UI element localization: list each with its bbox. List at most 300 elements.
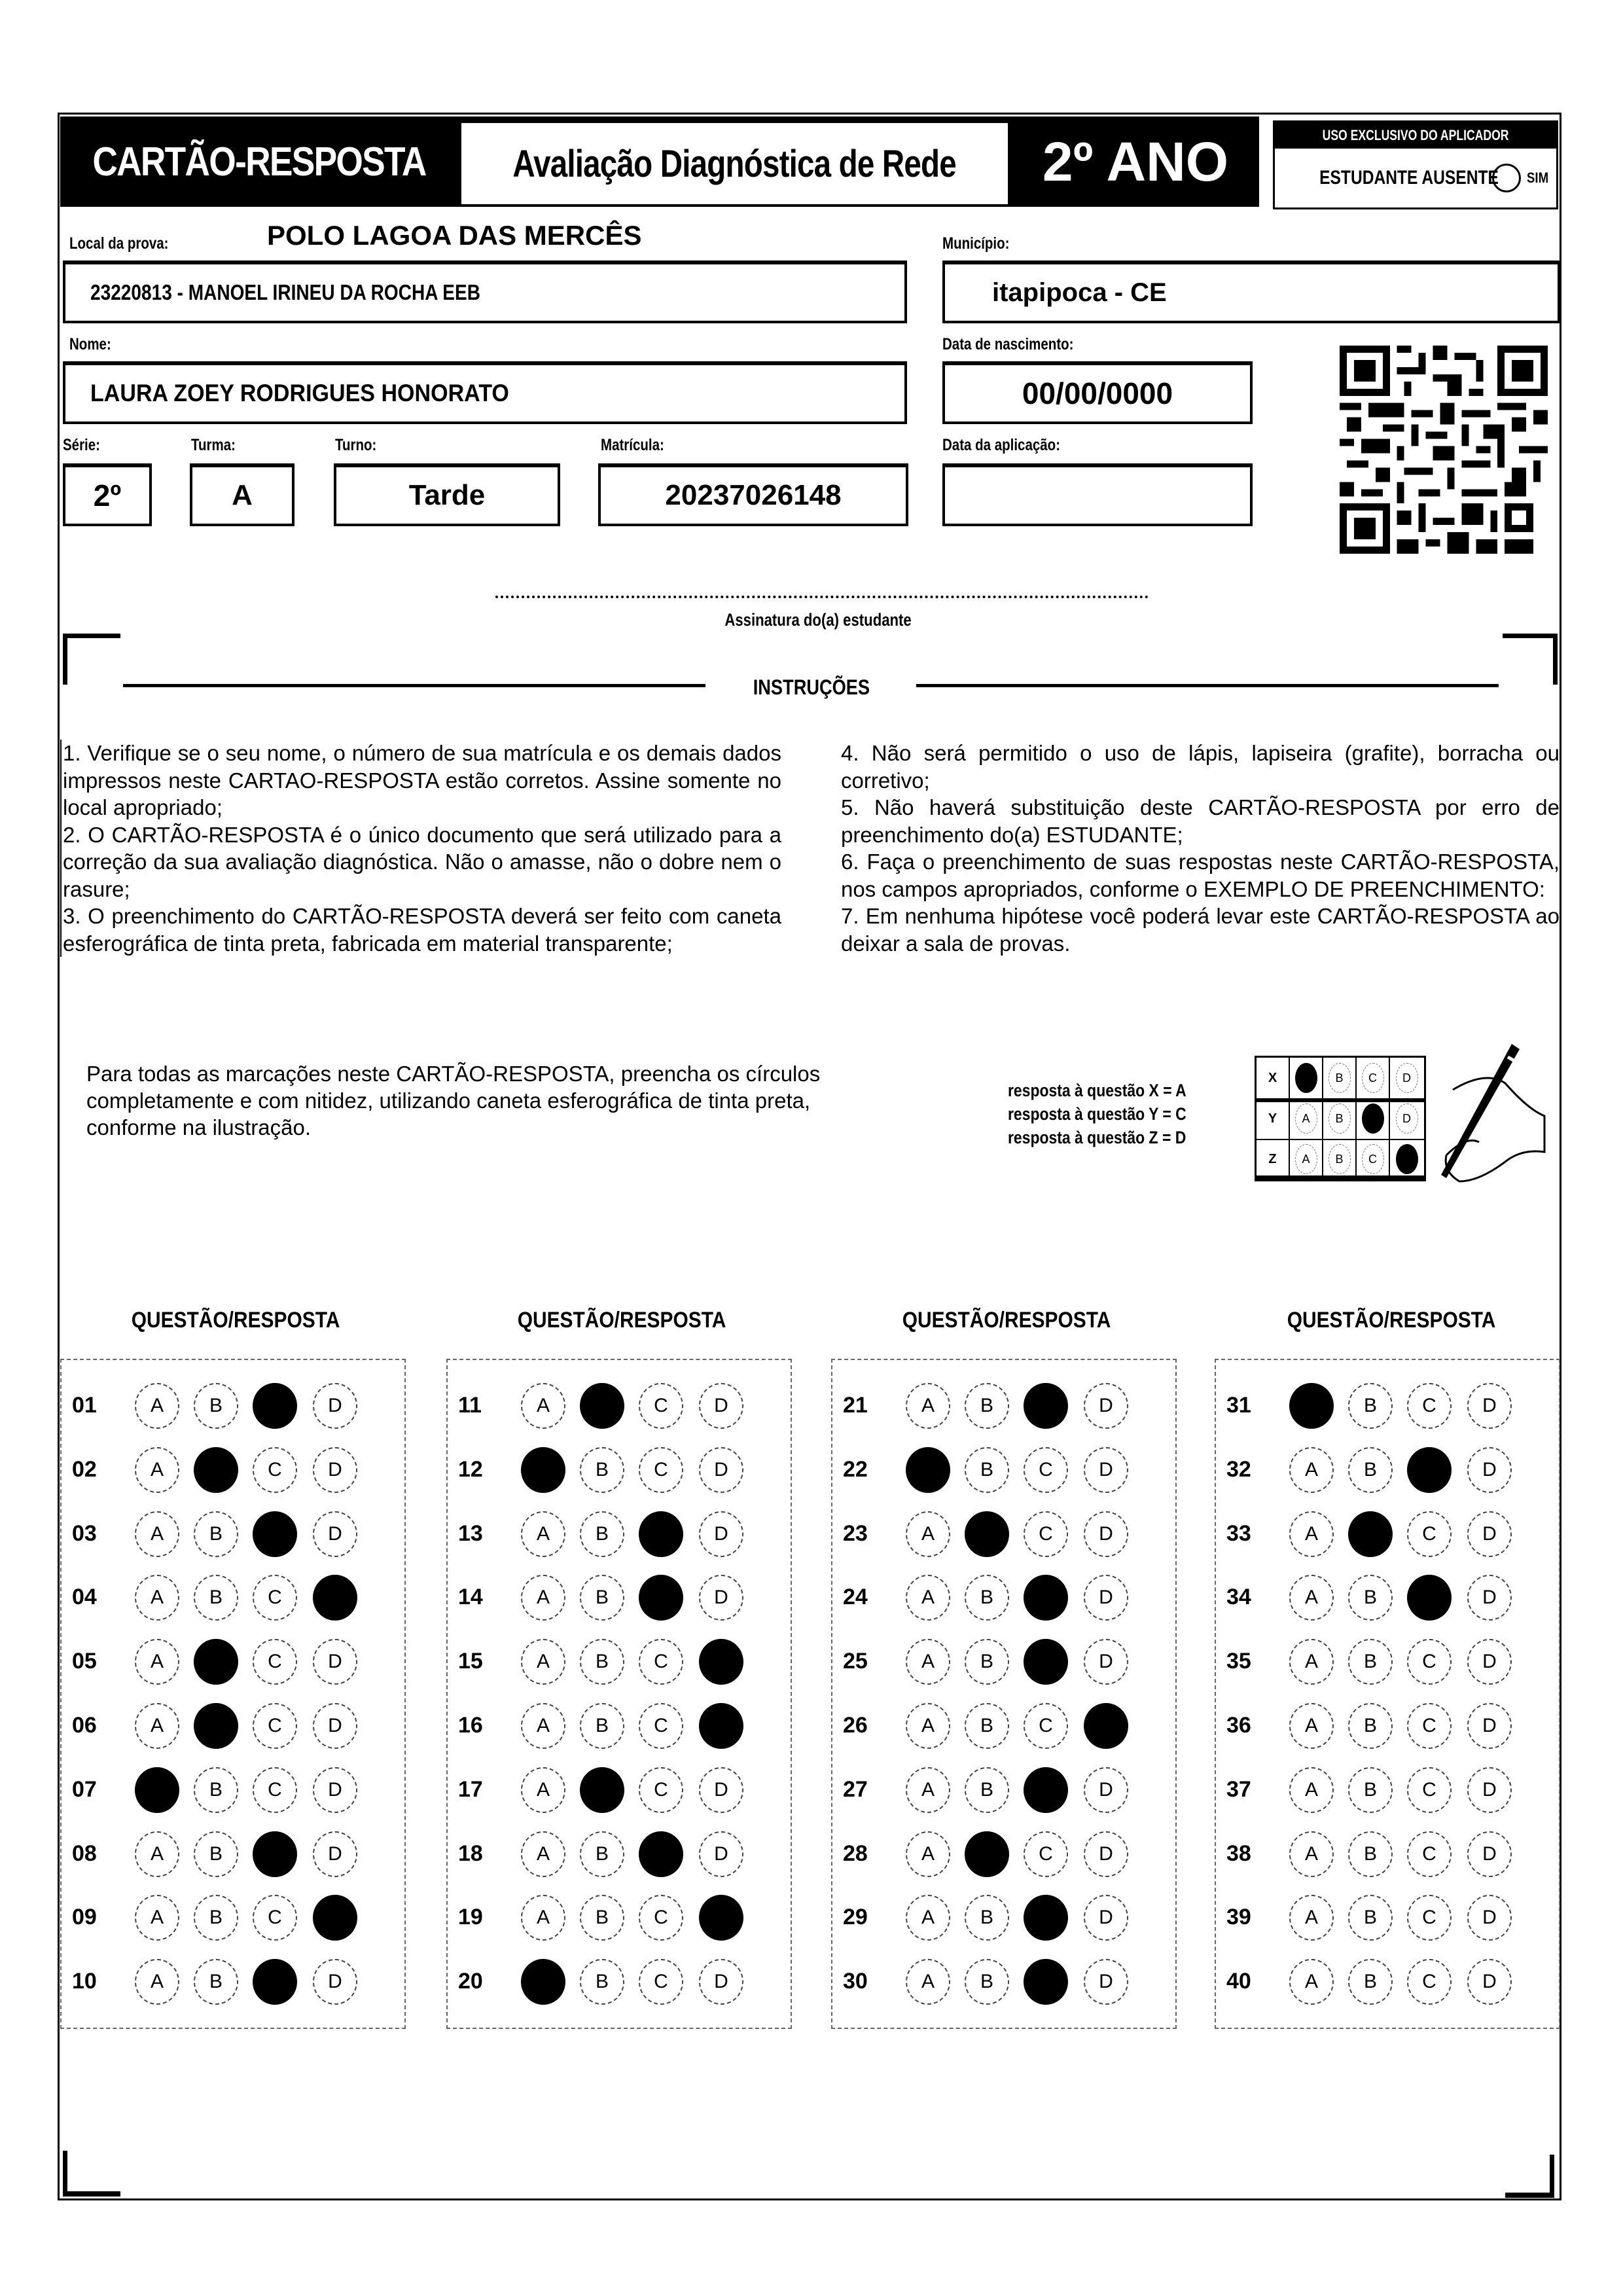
corner-mark-bottom-left: [63, 2191, 120, 2197]
question-row: [448, 1764, 791, 1816]
example-legend-line: resposta à questão Y = C: [1008, 1104, 1186, 1124]
answer-bubble-d[interactable]: D: [1467, 1895, 1512, 1941]
question-number: 13: [458, 1520, 483, 1546]
example-bubble-b: B: [1329, 1103, 1351, 1134]
answer-bubble-d[interactable]: D: [699, 1511, 743, 1557]
question-row: [448, 1444, 791, 1496]
answer-bubble-c[interactable]: [1024, 1383, 1068, 1429]
turma-field: [190, 463, 294, 526]
answer-bubble-b[interactable]: B: [965, 1959, 1009, 2005]
section-title: QUESTÃO/RESPOSTA: [131, 1308, 340, 1333]
answer-bubble-c[interactable]: C: [1407, 1703, 1452, 1749]
instructions-rule-right: [916, 684, 1499, 687]
answer-bubble-b[interactable]: B: [965, 1767, 1009, 1813]
example-legend-line: resposta à questão Z = D: [1008, 1128, 1186, 1147]
question-number: 24: [843, 1585, 868, 1610]
answer-bubble-b[interactable]: B: [580, 1895, 624, 1941]
answer-bubble-a[interactable]: A: [521, 1383, 565, 1429]
corner-mark-top-left-v: [63, 634, 67, 685]
answer-bubble-b[interactable]: B: [194, 1511, 238, 1557]
answer-bubble-b[interactable]: B: [194, 1383, 238, 1429]
answer-bubble-c[interactable]: [639, 1511, 683, 1557]
answer-bubble-c[interactable]: C: [639, 1703, 683, 1749]
answer-bubble-d[interactable]: D: [1467, 1447, 1512, 1493]
question-number: 01: [72, 1393, 97, 1418]
example-bubble-b: B: [1329, 1144, 1351, 1174]
answer-bubble-a[interactable]: A: [521, 1831, 565, 1877]
answer-bubble-a[interactable]: A: [906, 1575, 950, 1621]
section-title: QUESTÃO/RESPOSTA: [1287, 1308, 1496, 1333]
example-bubble-a: [1295, 1063, 1317, 1093]
answer-bubble-b[interactable]: B: [965, 1447, 1009, 1493]
turno-field: [334, 463, 560, 526]
answer-bubble-d[interactable]: D: [1467, 1639, 1512, 1685]
answer-panel: [1215, 1359, 1560, 2029]
answer-bubble-d[interactable]: [313, 1575, 357, 1621]
corner-mark-bottom-right-v: [1550, 2155, 1554, 2198]
question-row: [62, 1508, 404, 1560]
question-number: 09: [72, 1905, 97, 1930]
answer-bubble-c[interactable]: [253, 1959, 297, 2005]
answer-bubble-b[interactable]: B: [1348, 1447, 1393, 1493]
answer-bubble-c[interactable]: [253, 1831, 297, 1877]
turma-value: A: [232, 479, 253, 511]
answer-bubble-a[interactable]: A: [135, 1959, 179, 2005]
question-row: [1216, 1956, 1559, 2008]
question-number: 06: [72, 1713, 97, 1738]
question-row: [1216, 1828, 1559, 1880]
answer-bubble-c[interactable]: [639, 1831, 683, 1877]
question-number: 18: [458, 1840, 483, 1866]
signature-line[interactable]: [495, 596, 1149, 598]
answer-bubble-a[interactable]: A: [1289, 1767, 1334, 1813]
answer-bubble-b[interactable]: B: [965, 1383, 1009, 1429]
answer-bubble-a[interactable]: A: [521, 1575, 565, 1621]
answer-bubble-a[interactable]: A: [1289, 1959, 1334, 2005]
question-number: 30: [843, 1969, 868, 1994]
section-title: QUESTÃO/RESPOSTA: [517, 1308, 726, 1333]
answer-bubble-b[interactable]: B: [580, 1831, 624, 1877]
answer-bubble-d[interactable]: D: [1084, 1575, 1128, 1621]
answer-bubble-a[interactable]: A: [906, 1895, 950, 1941]
answer-bubble-c[interactable]: C: [253, 1895, 297, 1941]
municipio-value: itapipoca - CE: [992, 278, 1167, 307]
question-number: 28: [843, 1840, 868, 1866]
answer-bubble-d[interactable]: D: [1467, 1703, 1512, 1749]
answer-bubble-c[interactable]: [1024, 1895, 1068, 1941]
answer-bubble-d[interactable]: D: [1467, 1831, 1512, 1877]
answer-bubble-b[interactable]: B: [580, 1703, 624, 1749]
answer-bubble-c[interactable]: [253, 1511, 297, 1557]
answer-bubble-d[interactable]: D: [313, 1703, 357, 1749]
answer-bubble-b[interactable]: [580, 1767, 624, 1813]
signature-label: Assinatura do(a) estudante: [724, 610, 912, 630]
answer-bubble-a[interactable]: [135, 1767, 179, 1813]
answer-bubble-a[interactable]: A: [135, 1895, 179, 1941]
answer-bubble-c[interactable]: C: [639, 1959, 683, 2005]
answer-bubble-d[interactable]: D: [1084, 1639, 1128, 1685]
answer-bubble-c[interactable]: [1407, 1575, 1452, 1621]
answer-bubble-c[interactable]: [1024, 1767, 1068, 1813]
question-row: [1216, 1892, 1559, 1944]
instruction-item: 4. Não será permitido o uso de lápis, lapiseira (grafite), borracha ou corretivo;: [841, 741, 1560, 793]
absent-label: ESTUDANTE AUSENTE: [1319, 167, 1499, 188]
question-row: [62, 1764, 404, 1816]
example-bubble-c: C: [1362, 1063, 1384, 1093]
corner-mark-top-left: [63, 634, 120, 638]
section-title: QUESTÃO/RESPOSTA: [902, 1308, 1111, 1333]
answer-bubble-c[interactable]: [253, 1383, 297, 1429]
nascimento-label: Data de nascimento:: [942, 335, 1074, 353]
example-bubble-d: D: [1396, 1063, 1418, 1093]
question-row: [448, 1508, 791, 1560]
answer-bubble-d[interactable]: [699, 1639, 743, 1685]
answer-bubble-c[interactable]: C: [1024, 1447, 1068, 1493]
example-cell: [1323, 1098, 1357, 1139]
nascimento-field: [942, 361, 1253, 424]
answer-bubble-c[interactable]: C: [253, 1639, 297, 1685]
question-row: [832, 1828, 1175, 1880]
answer-bubble-a[interactable]: A: [906, 1767, 950, 1813]
example-bubble-c: [1362, 1103, 1384, 1134]
answer-bubble-b[interactable]: B: [580, 1639, 624, 1685]
school-field: [63, 260, 907, 323]
answer-bubble-d[interactable]: D: [1467, 1511, 1512, 1557]
answer-bubble-d[interactable]: D: [1467, 1575, 1512, 1621]
instruction-item: 5. Não haverá substituição deste CARTÃO-RESPOSTA por erro de preenchimento do(a) ESTUDANTE;: [841, 795, 1560, 847]
answer-bubble-a[interactable]: [521, 1959, 565, 2005]
question-row: [62, 1956, 404, 2008]
question-number: 25: [843, 1649, 868, 1674]
question-row: [832, 1571, 1175, 1624]
question-number: 35: [1226, 1649, 1251, 1674]
answer-bubble-c[interactable]: [1407, 1447, 1452, 1493]
question-row: [1216, 1508, 1559, 1560]
answer-bubble-d[interactable]: D: [1467, 1767, 1512, 1813]
question-row: [832, 1636, 1175, 1688]
answer-bubble-c[interactable]: C: [639, 1767, 683, 1813]
answer-bubble-b[interactable]: B: [194, 1575, 238, 1621]
answer-bubble-c[interactable]: C: [253, 1767, 297, 1813]
question-row: [832, 1380, 1175, 1432]
example-row: [1257, 1139, 1424, 1179]
answer-bubble-b[interactable]: B: [965, 1639, 1009, 1685]
answer-bubble-a[interactable]: A: [1289, 1447, 1334, 1493]
example-row: [1257, 1098, 1424, 1140]
question-row: [1216, 1764, 1559, 1816]
answer-bubble-d[interactable]: D: [699, 1447, 743, 1493]
answer-bubble-a[interactable]: A: [906, 1703, 950, 1749]
answer-bubble-d[interactable]: D: [313, 1959, 357, 2005]
answer-bubble-a[interactable]: A: [906, 1511, 950, 1557]
answer-bubble-a[interactable]: A: [135, 1383, 179, 1429]
answer-bubble-b[interactable]: B: [194, 1767, 238, 1813]
matricula-value: 20237026148: [665, 479, 842, 511]
question-number: 21: [843, 1393, 868, 1418]
question-row: [832, 1508, 1175, 1560]
answer-bubble-c[interactable]: C: [253, 1575, 297, 1621]
answer-bubble-c[interactable]: [639, 1575, 683, 1621]
example-row: [1257, 1058, 1424, 1102]
answer-bubble-b[interactable]: [194, 1447, 238, 1493]
answer-bubble-c[interactable]: C: [1407, 1639, 1452, 1685]
question-row: [62, 1444, 404, 1496]
answer-bubble-a[interactable]: A: [521, 1511, 565, 1557]
answer-bubble-b[interactable]: B: [580, 1447, 624, 1493]
answer-bubble-b[interactable]: B: [580, 1575, 624, 1621]
aplicacao-label: Data da aplicação:: [942, 436, 1061, 454]
corner-mark-bottom-right: [1505, 2193, 1554, 2198]
answer-bubble-b[interactable]: B: [1348, 1383, 1393, 1429]
answer-bubble-c[interactable]: C: [1407, 1831, 1452, 1877]
question-number: 20: [458, 1969, 483, 1994]
nascimento-value: 00/00/0000: [1022, 376, 1173, 410]
corner-mark-top-right-v: [1553, 634, 1558, 685]
turno-label: Turno:: [335, 436, 377, 454]
question-row: [448, 1636, 791, 1688]
example-bubble-a: A: [1295, 1103, 1317, 1134]
answer-bubble-d[interactable]: D: [699, 1959, 743, 2005]
question-row: [448, 1828, 791, 1880]
question-number: 10: [72, 1969, 97, 1994]
absent-option-label: SIM: [1527, 170, 1549, 186]
instructions-title: INSTRUÇÕES: [753, 675, 870, 699]
answer-bubble-a[interactable]: A: [135, 1575, 179, 1621]
answer-bubble-b[interactable]: B: [965, 1703, 1009, 1749]
answer-bubble-a[interactable]: A: [1289, 1895, 1334, 1941]
answer-bubble-b[interactable]: B: [194, 1831, 238, 1877]
answer-bubble-a[interactable]: A: [906, 1639, 950, 1685]
answer-bubble-d[interactable]: D: [1084, 1895, 1128, 1941]
municipio-label: Município:: [942, 234, 1010, 253]
applicator-heading: USO EXCLUSIVO DO APLICADOR: [1275, 122, 1556, 149]
answer-bubble-b[interactable]: B: [1348, 1575, 1393, 1621]
answer-bubble-a[interactable]: A: [521, 1703, 565, 1749]
answer-bubble-a[interactable]: [906, 1447, 950, 1493]
question-number: 37: [1226, 1776, 1251, 1802]
question-number: 16: [458, 1713, 483, 1738]
question-row: [1216, 1444, 1559, 1496]
answer-bubble-d[interactable]: D: [1467, 1959, 1512, 2005]
answer-bubble-b[interactable]: B: [1348, 1639, 1393, 1685]
nome-value: LAURA ZOEY RODRIGUES HONORATO: [90, 380, 509, 406]
answer-bubble-d[interactable]: D: [699, 1831, 743, 1877]
answer-bubble-d[interactable]: [1084, 1703, 1128, 1749]
question-number: 39: [1226, 1905, 1251, 1930]
answer-bubble-c[interactable]: C: [1407, 1767, 1452, 1813]
question-number: 08: [72, 1840, 97, 1866]
corner-mark-top-right: [1503, 634, 1558, 638]
turma-label: Turma:: [191, 436, 236, 454]
answer-bubble-d[interactable]: D: [313, 1639, 357, 1685]
question-row: [62, 1828, 404, 1880]
question-row: [1216, 1571, 1559, 1624]
answer-bubble-c[interactable]: C: [1407, 1959, 1452, 2005]
answer-panel: [60, 1359, 406, 2029]
question-number: 31: [1226, 1393, 1251, 1418]
answer-bubble-b[interactable]: B: [580, 1959, 624, 2005]
answer-bubble-a[interactable]: A: [1289, 1703, 1334, 1749]
answer-bubble-c[interactable]: C: [1407, 1383, 1452, 1429]
example-grid: [1255, 1056, 1426, 1181]
answer-bubble-c[interactable]: C: [253, 1703, 297, 1749]
answer-bubble-b[interactable]: B: [1348, 1959, 1393, 2005]
instruction-item: 2. O CARTÃO-RESPOSTA é o único documento que será utilizado para a correção da sua avaliação diagnóstica. Não o amasse, não o dobre nem o rasure;: [63, 822, 781, 901]
question-row: [448, 1700, 791, 1752]
answer-bubble-a[interactable]: [1289, 1383, 1334, 1429]
municipio-field: [942, 260, 1560, 323]
question-number: 17: [458, 1776, 483, 1802]
answer-bubble-c[interactable]: C: [1024, 1511, 1068, 1557]
instruction-item: 7. Em nenhuma hipótese você poderá levar este CARTÃO-RESPOSTA ao deixar a sala de provas.: [841, 904, 1560, 956]
question-row: [448, 1380, 791, 1432]
answer-bubble-d[interactable]: D: [1084, 1511, 1128, 1557]
question-number: 23: [843, 1520, 868, 1546]
local-label: Local da prova:: [69, 234, 169, 253]
question-row: [62, 1380, 404, 1432]
example-cell: [1357, 1139, 1390, 1179]
answer-bubble-b[interactable]: [580, 1383, 624, 1429]
serie-field: [63, 463, 152, 526]
question-number: 32: [1226, 1456, 1251, 1482]
answer-bubble-a[interactable]: A: [135, 1639, 179, 1685]
answer-bubble-a[interactable]: A: [906, 1959, 950, 2005]
question-row: [1216, 1700, 1559, 1752]
answer-bubble-b[interactable]: B: [1348, 1703, 1393, 1749]
answer-bubble-c[interactable]: C: [1407, 1511, 1452, 1557]
answer-bubble-c[interactable]: C: [639, 1895, 683, 1941]
school-value: 23220813 - MANOEL IRINEU DA ROCHA EEB: [90, 280, 480, 304]
answer-bubble-d[interactable]: D: [1084, 1831, 1128, 1877]
answer-bubble-a[interactable]: A: [135, 1703, 179, 1749]
answer-bubble-d[interactable]: D: [1084, 1383, 1128, 1429]
question-number: 07: [72, 1776, 97, 1802]
example-row-label: X: [1257, 1058, 1290, 1098]
answer-bubble-b[interactable]: B: [965, 1575, 1009, 1621]
question-number: 14: [458, 1585, 483, 1610]
question-number: 11: [458, 1393, 482, 1418]
answer-bubble-d[interactable]: D: [313, 1831, 357, 1877]
answer-bubble-d[interactable]: [699, 1895, 743, 1941]
example-cell: [1290, 1098, 1323, 1139]
answer-bubble-b[interactable]: B: [1348, 1767, 1393, 1813]
turno-value: Tarde: [408, 479, 486, 511]
answer-bubble-b[interactable]: B: [1348, 1895, 1393, 1941]
example-row-label: Z: [1257, 1139, 1290, 1179]
answer-bubble-c[interactable]: [1024, 1575, 1068, 1621]
answer-bubble-d[interactable]: D: [1084, 1447, 1128, 1493]
answer-bubble-a[interactable]: A: [1289, 1511, 1334, 1557]
question-row: [832, 1444, 1175, 1496]
answer-bubble-d[interactable]: D: [1084, 1959, 1128, 2005]
answer-bubble-a[interactable]: A: [521, 1895, 565, 1941]
answer-bubble-b[interactable]: B: [580, 1511, 624, 1557]
hand-pen-illustration: [1407, 1037, 1551, 1194]
answer-panel: [831, 1359, 1177, 2029]
answer-bubble-d[interactable]: D: [1084, 1767, 1128, 1813]
answer-bubble-d[interactable]: D: [699, 1383, 743, 1429]
answer-bubble-b[interactable]: B: [1348, 1831, 1393, 1877]
example-bubble-a: A: [1295, 1144, 1317, 1174]
answer-bubble-d[interactable]: [313, 1895, 357, 1941]
question-number: 36: [1226, 1713, 1251, 1738]
question-number: 22: [843, 1456, 868, 1482]
answer-bubble-d[interactable]: D: [313, 1447, 357, 1493]
question-number: 27: [843, 1776, 868, 1802]
corner-mark-bottom-left-v: [63, 2151, 67, 2197]
example-row-label: Y: [1257, 1098, 1290, 1139]
answer-bubble-c[interactable]: C: [253, 1447, 297, 1493]
answer-bubble-d[interactable]: D: [313, 1511, 357, 1557]
nome-label: Nome:: [69, 335, 111, 353]
answer-bubble-c[interactable]: [1024, 1959, 1068, 2005]
nome-field: [63, 361, 907, 424]
serie-label: Série:: [63, 436, 100, 454]
answer-bubble-b[interactable]: [194, 1639, 238, 1685]
question-row: [1216, 1636, 1559, 1688]
answer-bubble-c[interactable]: C: [639, 1447, 683, 1493]
example-legend: [1008, 1079, 1218, 1149]
answer-bubble-a[interactable]: A: [135, 1831, 179, 1877]
question-number: 02: [72, 1456, 97, 1482]
answer-bubble-b[interactable]: [1348, 1511, 1393, 1557]
question-row: [62, 1636, 404, 1688]
question-row: [1216, 1380, 1559, 1432]
answer-bubble-b[interactable]: B: [965, 1895, 1009, 1941]
answer-bubble-d[interactable]: [699, 1703, 743, 1749]
question-row: [62, 1892, 404, 1944]
answer-bubble-b[interactable]: [194, 1703, 238, 1749]
aplicacao-field[interactable]: [942, 463, 1253, 526]
instruction-item: 3. O preenchimento do CARTÃO-RESPOSTA deverá ser feito com caneta esferográfica de tinta preta, fabricada em material transparente;: [63, 904, 781, 956]
answer-bubble-a[interactable]: A: [135, 1511, 179, 1557]
answer-bubble-b[interactable]: [965, 1831, 1009, 1877]
answer-bubble-c[interactable]: C: [639, 1639, 683, 1685]
sheet-title: CARTÃO-RESPOSTA: [92, 139, 426, 185]
example-cell: [1323, 1139, 1357, 1179]
answer-bubble-a[interactable]: A: [521, 1639, 565, 1685]
answer-bubble-d[interactable]: D: [699, 1575, 743, 1621]
example-bubble-c: C: [1362, 1144, 1384, 1174]
answer-bubble-d[interactable]: D: [699, 1767, 743, 1813]
answer-bubble-b[interactable]: B: [194, 1959, 238, 2005]
answer-bubble-a[interactable]: A: [1289, 1831, 1334, 1877]
answer-bubble-d[interactable]: D: [313, 1767, 357, 1813]
answer-bubble-a[interactable]: A: [1289, 1575, 1334, 1621]
answer-bubble-a[interactable]: A: [906, 1831, 950, 1877]
local-polo: POLO LAGOA DAS MERCÊS: [267, 220, 642, 251]
answer-bubble-b[interactable]: B: [194, 1895, 238, 1941]
answer-bubble-c[interactable]: C: [1024, 1703, 1068, 1749]
answer-bubble-a[interactable]: [521, 1447, 565, 1493]
answer-bubble-d[interactable]: D: [1467, 1383, 1512, 1429]
matricula-field: [598, 463, 908, 526]
answer-bubble-a[interactable]: A: [906, 1383, 950, 1429]
answer-bubble-d[interactable]: D: [313, 1383, 357, 1429]
example-bubble-d: D: [1396, 1103, 1418, 1134]
answer-bubble-a[interactable]: A: [1289, 1639, 1334, 1685]
answer-bubble-c[interactable]: C: [1024, 1831, 1068, 1877]
question-row: [832, 1956, 1175, 2008]
answer-bubble-a[interactable]: A: [135, 1447, 179, 1493]
answer-bubble-b[interactable]: [965, 1511, 1009, 1557]
answer-bubble-c[interactable]: C: [639, 1383, 683, 1429]
answer-bubble-c[interactable]: [1024, 1639, 1068, 1685]
answer-panel: [446, 1359, 792, 2029]
answer-bubble-a[interactable]: A: [521, 1767, 565, 1813]
example-cell: [1290, 1058, 1323, 1098]
answer-bubble-c[interactable]: C: [1407, 1895, 1452, 1941]
